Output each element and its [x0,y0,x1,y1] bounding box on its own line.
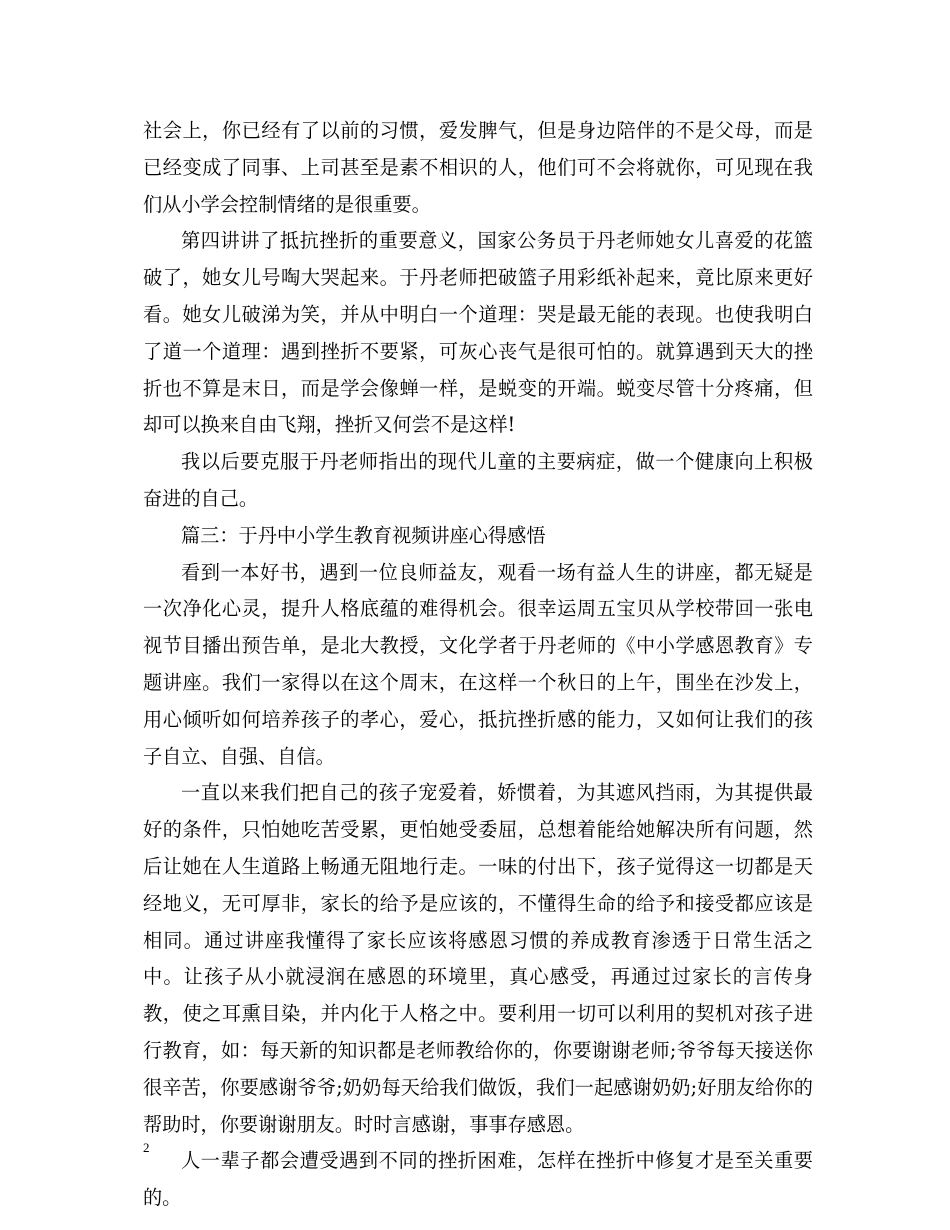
paragraph-2: 第四讲讲了抵抗挫折的重要意义，国家公务员于丹老师她女儿喜爱的花篮破了，她女儿号啕大哭起来。于丹老师把破篮子用彩纸补起来，竟比原来更好看。她女儿破涕为笑，并从中明白一个道理：哭是最无能的表现。也使我明白了道一个道理：遇到挫折不要紧，可灰心丧气是很可怕的。就算遇到天大的挫折也不算是末日，而是学会像蝉一样，是蜕变的开端。蜕变尽管十分疼痛，但却可以换来自由飞翔，挫折又何尝不是这样! [143,229,813,437]
page-number: 2 [143,1140,150,1155]
paragraph-4: 看到一本好书，遇到一位良师益友，观看一场有益人生的讲座，都无疑是一次净化心灵，提升人格底蕴的难得机会。很幸运周五宝贝从学校带回一张电视节目播出预告单，是北大教授，文化学者于丹老师的《中小学感恩教育》专题讲座。我们一家得以在这个周末，在这样一个秋日的上午，围坐在沙发上，用心倾听如何培养孩子的孝心，爱心，抵抗挫折感的能力，又如何让我们的孩子自立、自强、自信。 [143,560,813,768]
paragraph-5: 一直以来我们把自己的孩子宠爱着，娇惯着，为其遮风挡雨，为其提供最好的条件，只怕她吃苦受累，更怕她受委屈，总想着能给她解决所有问题，然后让她在人生道路上畅通无阻地行走。一味的付出下，孩子觉得这一切都是天经地义，无可厚非，家长的给予是应该的，不懂得生命的给予和接受都应该是相同。通过讲座我懂得了家长应该将感恩习惯的养成教育渗透于日常生活之中。让孩子从小就浸润在感恩的环境里，真心感受，再通过过家长的言传身教，使之耳熏目染，并内化于人格之中。要利用一切可以利用的契机对孩子进行教育，如：每天新的知识都是老师教给你的，你要谢谢老师;爷爷每天接送你很辛苦，你要感谢爷爷;奶奶每天给我们做饭，我们一起感谢奶奶;好朋友给你的帮助时，你要谢谢朋友。时时言感谢，事事存感恩。 [143,781,813,1136]
section-heading: 篇三：于丹中小学生教育视频讲座心得感悟 [181,523,546,547]
paragraph-3: 我以后要克服于丹老师指出的现代儿童的主要病症，做一个健康向上积极奋进的自己。 [143,450,813,510]
body-text [143,113,813,1217]
paragraph-6: 人一辈子都会遭受遇到不同的挫折困难，怎样在挫折中修复才是至关重要的。 [143,1149,813,1210]
paragraph-1: 社会上，你已经有了以前的习惯，爱发脾气，但是身边陪伴的不是父母，而是已经变成了同事、上司甚至是素不相识的人，他们可不会将就你，可见现在我们从小学会控制情绪的是很重要。 [143,119,813,216]
